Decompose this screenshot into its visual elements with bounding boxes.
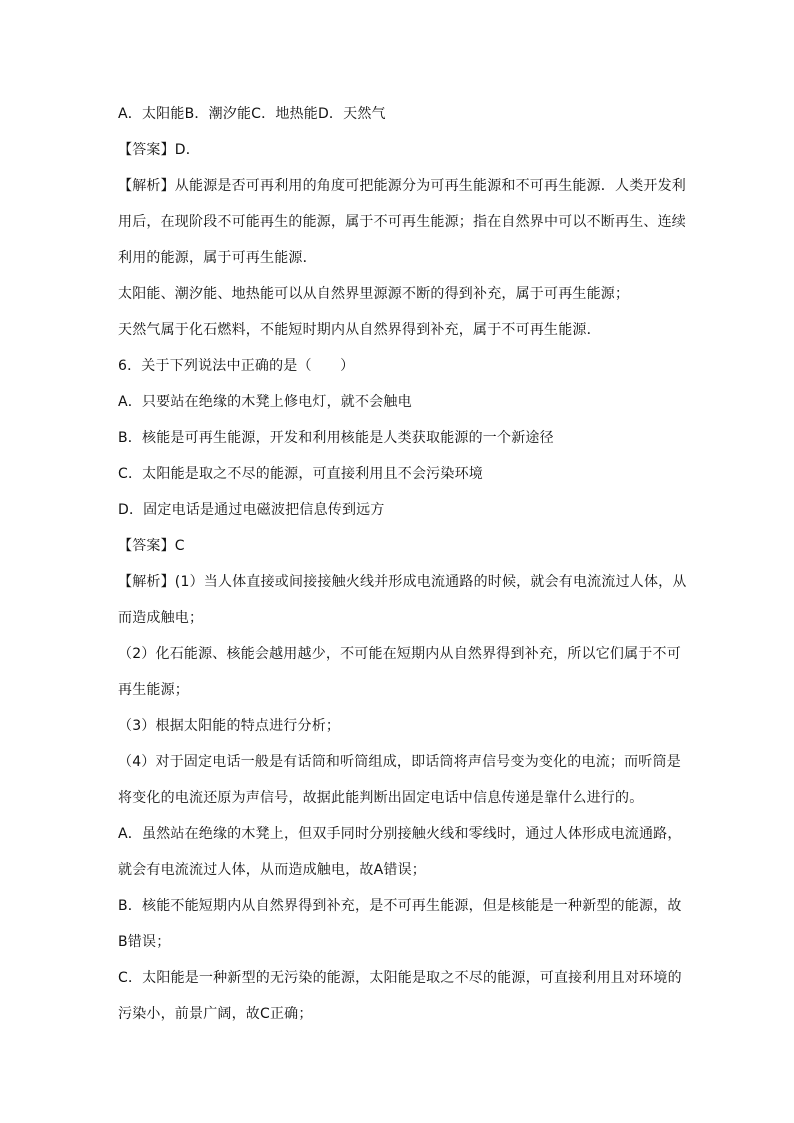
- question-6-option-d: D．固定电话是通过电磁波把信息传到远方: [118, 502, 385, 518]
- analysis-6-line-8: A．虽然站在绝缘的木凳上，但双手同时分别接触火线和零线时，通过人体形成电流通路，: [118, 826, 682, 842]
- analysis-5-line-2: 用后，在现阶段不可能再生的能源，属于不可再生能源；指在自然界中可以不断再生、连续: [118, 214, 686, 230]
- analysis-6-line-9: 就会有电流流过人体，从而造成触电，故A错误；: [118, 862, 426, 878]
- answer-5: 【答案】D．: [118, 142, 200, 158]
- analysis-6-line-13: 污染小，前景广阔，故C正确；: [118, 1006, 313, 1022]
- analysis-6-line-5: （3）根据太阳能的特点进行分析；: [118, 718, 341, 734]
- analysis-6-line-12: C．太阳能是一种新型的无污染的能源，太阳能是取之不尽的能源，可直接利用且对环境的: [118, 970, 682, 986]
- analysis-5-line-3: 利用的能源，属于可再生能源．: [118, 250, 317, 266]
- analysis-6-line-1: 【解析】(1）当人体直接或间接接触火线并形成电流通路的时候，就会有电流流过人体，从: [118, 574, 687, 590]
- analysis-5-line-1: 【解析】从能源是否可再利用的角度可把能源分为可再生能源和不可再生能源．人类开发利: [118, 178, 686, 194]
- question-6-option-a: A．只要站在绝缘的木凳上修电灯，就不会触电: [118, 394, 412, 410]
- analysis-6-line-4: 再生能源；: [118, 682, 189, 698]
- question-6-option-b: B．核能是可再生能源，开发和利用核能是人类获取能源的一个新途径: [118, 430, 554, 446]
- analysis-6-line-10: B．核能不能短期内从自然界得到补充，是不可再生能源，但是核能是一种新型的能源，故: [118, 898, 682, 914]
- analysis-6-line-3: （2）化石能源、核能会越用越少，不可能在短期内从自然界得到补充，所以它们属于不可: [118, 646, 681, 662]
- analysis-6-line-7: 将变化的电流还原为声信号，故据此能判断出固定电话中信息传递是靠什么进行的。: [118, 790, 644, 806]
- analysis-6-line-2: 而造成触电；: [118, 610, 204, 626]
- question-5-options: A．太阳能B．潮汐能C．地热能D．天然气: [118, 106, 386, 122]
- analysis-6-line-6: （4）对于固定电话一般是有话筒和听筒组成，即话筒将声信号变为变化的电流；而听筒是: [118, 754, 681, 770]
- answer-6: 【答案】C: [118, 538, 185, 554]
- question-6-option-c: C．太阳能是取之不尽的能源，可直接利用且不会污染环境: [118, 466, 483, 482]
- analysis-5-line-5: 天然气属于化石燃料，不能短时期内从自然界得到补充，属于不可再生能源．: [118, 322, 601, 338]
- question-6-stem: 6．关于下列说法中正确的是（ ）: [118, 358, 355, 374]
- analysis-5-line-4: 太阳能、潮汐能、地热能可以从自然界里源源不断的得到补充，属于可再生能源；: [118, 286, 630, 302]
- analysis-6-line-11: B错误；: [118, 934, 171, 950]
